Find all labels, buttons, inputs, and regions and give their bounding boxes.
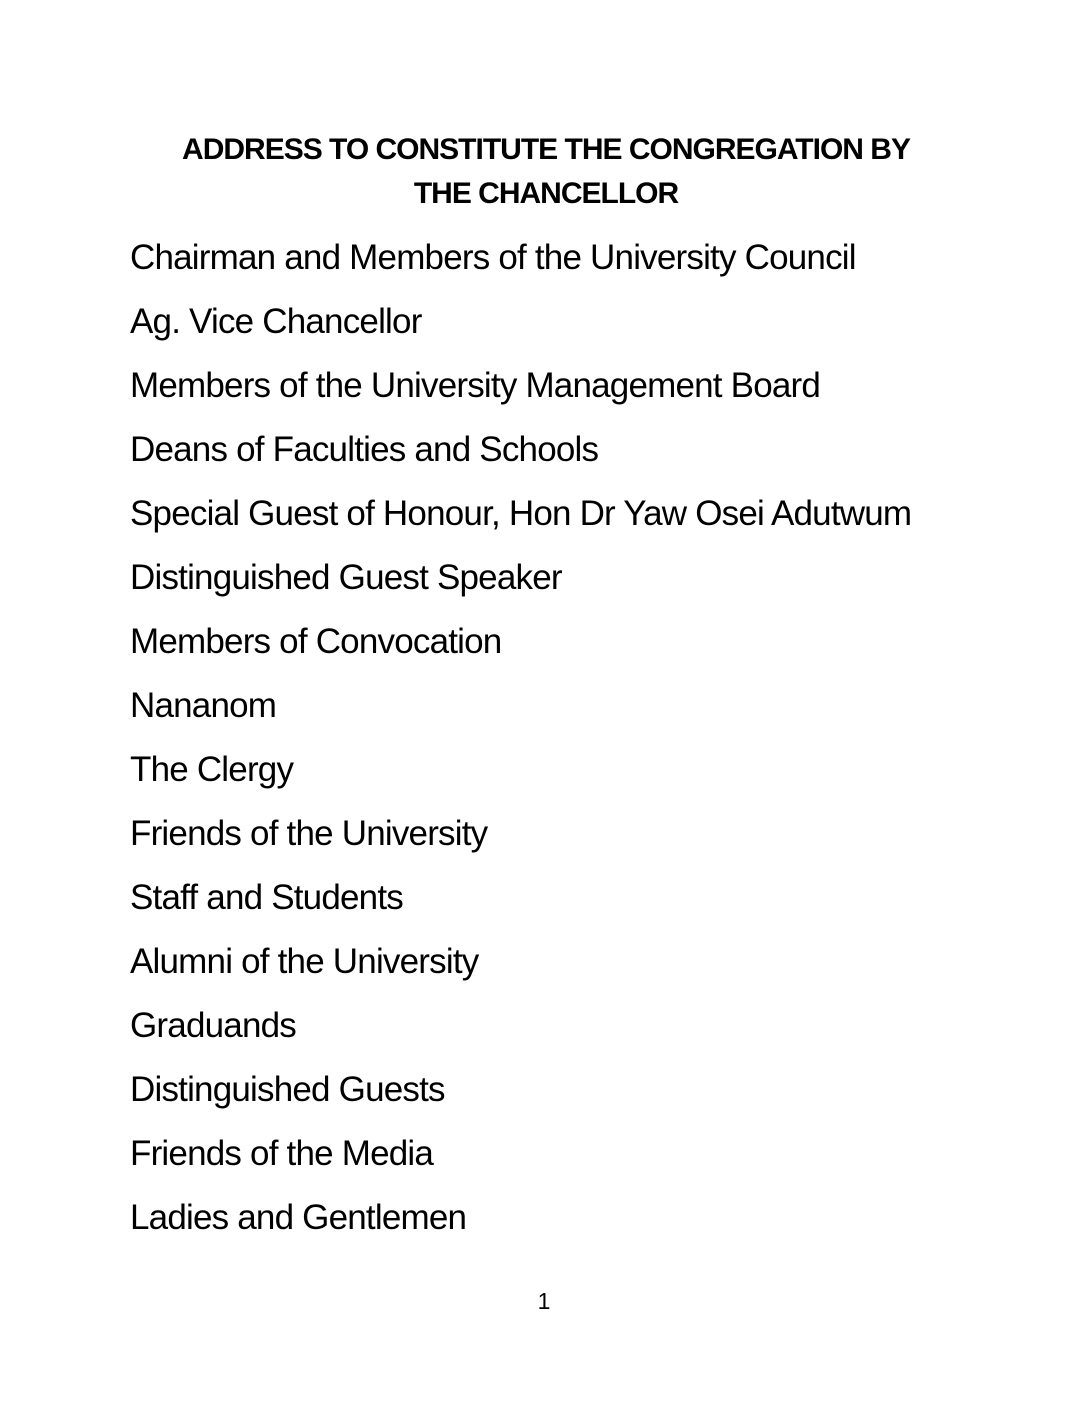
salutation-line: Friends of the Media — [130, 1134, 434, 1173]
salutation-line: Ladies and Gentlemen — [130, 1198, 467, 1237]
salutation-line: Deans of Faculties and Schools — [130, 430, 599, 469]
salutation-line: Alumni of the University — [130, 942, 479, 981]
title-line-2: THE CHANCELLOR — [413, 177, 679, 210]
salutation-line: The Clergy — [130, 750, 294, 789]
salutation-line: Ag. Vice Chancellor — [130, 302, 422, 341]
salutation-line: Nananom — [130, 686, 277, 725]
document-title — [130, 128, 962, 216]
salutation-line: Distinguished Guests — [130, 1070, 445, 1109]
document-content — [130, 128, 962, 1262]
page-number: 1 — [537, 1288, 551, 1314]
salutation-line: Special Guest of Honour, Hon Dr Yaw Osei Adutwum — [130, 494, 912, 533]
salutation-line: Graduands — [130, 1006, 296, 1045]
salutation-line: Friends of the University — [130, 814, 488, 853]
salutation-line: Distinguished Guest Speaker — [130, 558, 562, 597]
salutation-line: Staff and Students — [130, 878, 403, 917]
salutation-line: Members of the University Management Board — [130, 366, 821, 405]
title-line-1: ADDRESS TO CONSTITUTE THE CONGREGATION BY — [182, 133, 910, 166]
salutation-line: Chairman and Members of the University Council — [130, 238, 856, 277]
salutation-line: Members of Convocation — [130, 622, 502, 661]
